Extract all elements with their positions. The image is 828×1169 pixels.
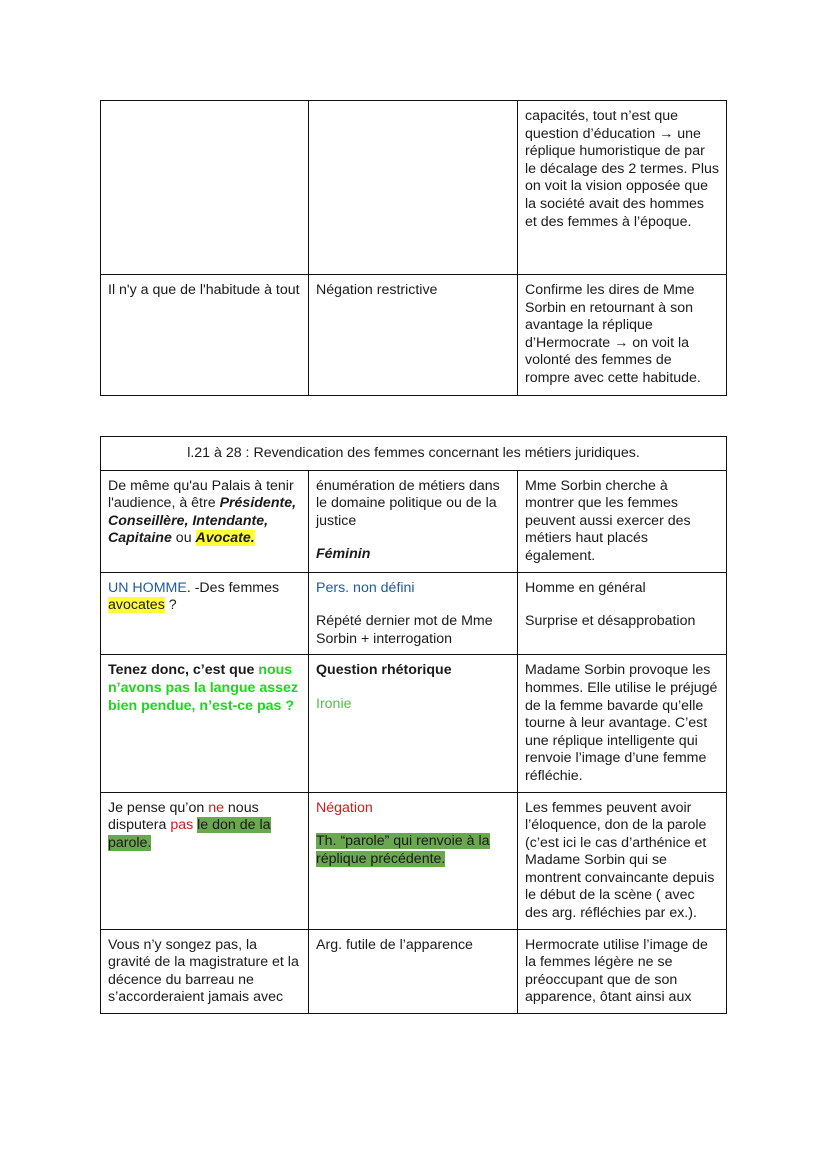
technique-label: Pers. non défini	[316, 579, 415, 596]
quote-text: nous disputera	[108, 799, 259, 834]
interpretation-cell: Madame Sorbin provoque les hommes. Elle utilise le préjugé de la femme bavarde qu’elle tourne à leur avantage. C’est une réplique intelligente qui renvoie l’image d’une femme réfléchie.	[518, 655, 727, 792]
technique-text: Répété dernier mot de Mme Sorbin + interrogation	[316, 613, 493, 647]
technique-cell	[309, 470, 518, 572]
interpretation-text: Surprise et désapprobation	[525, 613, 696, 630]
interpretation-text: Homme en général	[525, 579, 646, 596]
technique-cell	[309, 792, 518, 929]
quote-text: De même qu'au Palais à tenir l'audience, à être	[108, 477, 294, 512]
negation-ne: ne	[208, 799, 224, 816]
highlight-avocates: avocates	[108, 597, 165, 614]
quote-highlight: nous n’avons pas la langue assez bien pendue, n’est-ce pas ?	[108, 662, 299, 714]
speaker-label: UN HOMME	[108, 579, 187, 596]
highlight-parole: le don de la parole.	[108, 817, 271, 851]
technique-label: Négation	[316, 799, 373, 816]
table-row	[101, 101, 727, 275]
quote-cell	[101, 470, 309, 572]
table-row	[101, 275, 727, 396]
technique-label: Féminin	[316, 546, 371, 563]
analysis-table-continued	[100, 100, 727, 396]
technique-cell: Arg. futile de l’apparence	[309, 929, 518, 1013]
table-cell: Négation restrictive	[309, 275, 518, 396]
quote-cell	[101, 572, 309, 655]
interpretation-cell: Hermocrate utilise l’image de la femmes légère ne se préoccupant que de son apparence, ôtant ainsi aux	[518, 929, 727, 1013]
interpretation-cell: Mme Sorbin cherche à montrer que les femmes peuvent aussi exercer des métiers haut placés également.	[518, 470, 727, 572]
interpretation-cell	[518, 572, 727, 655]
technique-cell	[309, 655, 518, 792]
quote-text: ou	[171, 530, 196, 547]
table-row	[101, 572, 727, 655]
quote-text: . -Des femmes	[186, 579, 280, 596]
quote-cell: Vous n’y songez pas, la gravité de la magistrature et la décence du barreau ne s’accorderaient jamais avec	[101, 929, 309, 1013]
table-cell: Il n'y a que de l'habitude à tout	[101, 275, 309, 396]
theme-highlight: Th. “parole” qui renvoie à la réplique précédente.	[316, 833, 490, 867]
section-heading: l.21 à 28 : Revendication des femmes concernant les métiers juridiques.	[101, 437, 727, 471]
technique-label: Ironie	[316, 695, 352, 712]
table-row	[101, 929, 727, 1013]
table-cell	[101, 101, 309, 275]
jobs-list: Présidente, Conseillère, Intendante, Capitaine	[108, 495, 297, 547]
quote-text: Je pense qu’on	[108, 799, 209, 816]
technique-text: énumération de métiers dans le domaine politique ou de la justice	[316, 477, 500, 529]
quote-cell	[101, 792, 309, 929]
table-row	[101, 792, 727, 929]
table-cell: capacités, tout n’est que question d’éducation → une réplique humoristique de par le décalage des 2 termes. Plus on voit la vision opposée que la société avait des hommes et des femmes à l’époque.	[518, 101, 727, 275]
table-row	[101, 470, 727, 572]
table-cell: Confirme les dires de Mme Sorbin en retournant à son avantage la réplique d’Hermocrate → on voit la volonté des femmes de rompre avec cette habitude.	[518, 275, 727, 396]
quote-cell	[101, 655, 309, 792]
technique-label: Question rhétorique	[316, 662, 452, 679]
table-header-row	[101, 437, 727, 471]
quote-text: Tenez donc, c’est que	[108, 662, 259, 679]
negation-pas: pas	[170, 817, 194, 834]
table-row	[101, 655, 727, 792]
interpretation-cell: Les femmes peuvent avoir l’éloquence, don de la parole (c’est ici le cas d’arthénice et Madame Sorbin qui se montrent convaincante depuis le début de la scène ( avec des arg. réfléchies par ex.).	[518, 792, 727, 929]
table-cell	[309, 101, 518, 275]
analysis-table-metiers	[100, 436, 727, 1014]
technique-cell	[309, 572, 518, 655]
quote-text: ?	[164, 597, 177, 614]
highlight-avocate: Avocate.	[195, 530, 255, 547]
